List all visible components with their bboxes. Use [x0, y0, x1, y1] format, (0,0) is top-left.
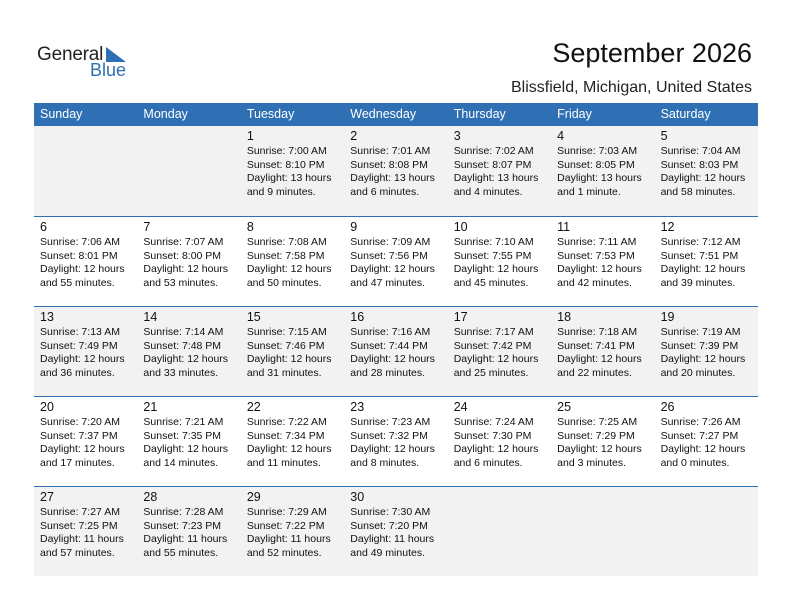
daylight-text: Daylight: 12 hours	[557, 443, 642, 455]
sunrise-text: Sunrise: 7:12 AM	[660, 236, 741, 248]
daylight-text: Daylight: 12 hours	[453, 443, 539, 455]
day-cell	[448, 307, 551, 396]
sunset-text: Sunset: 7:25 PM	[40, 519, 118, 532]
empty-day-cell	[137, 126, 240, 216]
daylight-minutes-text: and 55 minutes.	[143, 546, 219, 559]
day-cell	[241, 397, 344, 486]
daylight-text: Daylight: 13 hours	[453, 172, 539, 184]
weekday-tuesday: Tuesday	[246, 107, 295, 121]
day-number: 25	[557, 400, 572, 414]
sunrise-text: Sunrise: 7:27 AM	[40, 506, 120, 518]
day-cell	[241, 217, 344, 306]
sunrise-text: Sunrise: 7:13 AM	[40, 326, 120, 338]
sunset-text: Sunset: 7:29 PM	[557, 429, 635, 442]
daylight-text: Daylight: 12 hours	[246, 353, 332, 365]
sunrise-text: Sunrise: 7:24 AM	[453, 416, 534, 428]
daylight-text: Daylight: 12 hours	[557, 353, 642, 365]
logo	[37, 44, 137, 80]
day-cell	[344, 397, 447, 486]
day-number: 15	[246, 310, 261, 324]
daylight-text: Daylight: 12 hours	[40, 353, 125, 365]
daylight-text: Daylight: 12 hours	[246, 263, 332, 275]
sunset-text: Sunset: 7:41 PM	[557, 339, 635, 352]
daylight-minutes-text: and 28 minutes.	[350, 366, 425, 379]
sunset-text: Sunset: 7:42 PM	[453, 339, 532, 352]
day-number: 26	[660, 400, 675, 414]
sunset-text: Sunset: 7:27 PM	[660, 429, 739, 442]
daylight-text: Daylight: 12 hours	[557, 263, 642, 275]
day-cell	[448, 217, 551, 306]
sunset-text: Sunset: 8:07 PM	[453, 158, 532, 171]
daylight-text: Daylight: 12 hours	[246, 443, 332, 455]
daylight-minutes-text: and 55 minutes.	[40, 276, 115, 289]
weekday-monday: Monday	[143, 107, 188, 121]
sunrise-text: Sunrise: 7:07 AM	[143, 236, 224, 248]
daylight-text: Daylight: 13 hours	[350, 172, 435, 184]
weekday-header	[34, 103, 758, 126]
daylight-minutes-text: and 49 minutes.	[350, 546, 425, 559]
day-number: 9	[350, 220, 358, 234]
day-number: 18	[557, 310, 572, 324]
day-cell	[655, 397, 758, 486]
daylight-text: Daylight: 12 hours	[143, 263, 229, 275]
day-number: 8	[246, 220, 254, 234]
sunrise-text: Sunrise: 7:04 AM	[660, 145, 741, 157]
sunset-text: Sunset: 8:01 PM	[40, 249, 118, 262]
calendar-weeks	[34, 126, 758, 576]
sunrise-text: Sunrise: 7:01 AM	[350, 145, 431, 157]
day-number: 5	[660, 129, 668, 143]
sunrise-text: Sunrise: 7:08 AM	[246, 236, 327, 248]
calendar-week-row	[34, 126, 758, 216]
calendar	[34, 103, 758, 576]
sunset-text: Sunset: 7:35 PM	[143, 429, 222, 442]
daylight-minutes-text: and 47 minutes.	[350, 276, 425, 289]
sunrise-text: Sunrise: 7:25 AM	[557, 416, 638, 428]
day-cell	[137, 307, 240, 396]
daylight-minutes-text: and 14 minutes.	[143, 456, 219, 469]
daylight-text: Daylight: 12 hours	[350, 353, 435, 365]
day-cell	[551, 126, 654, 216]
calendar-week-row	[34, 396, 758, 486]
calendar-week-row	[34, 216, 758, 306]
daylight-text: Daylight: 12 hours	[453, 263, 539, 275]
sunset-text: Sunset: 8:00 PM	[143, 249, 222, 262]
day-cell	[137, 397, 240, 486]
sunset-text: Sunset: 7:58 PM	[246, 249, 325, 262]
daylight-text: Daylight: 11 hours	[143, 533, 228, 545]
daylight-minutes-text: and 22 minutes.	[557, 366, 632, 379]
sunrise-text: Sunrise: 7:10 AM	[453, 236, 534, 248]
sunset-text: Sunset: 7:55 PM	[453, 249, 532, 262]
daylight-minutes-text: and 42 minutes.	[557, 276, 632, 289]
sunset-text: Sunset: 7:22 PM	[246, 519, 325, 532]
sunset-text: Sunset: 8:08 PM	[350, 158, 428, 171]
day-number: 16	[350, 310, 365, 324]
day-number: 17	[453, 310, 468, 324]
sunrise-text: Sunrise: 7:23 AM	[350, 416, 431, 428]
sunset-text: Sunset: 7:39 PM	[660, 339, 739, 352]
day-cell	[448, 126, 551, 216]
sunset-text: Sunset: 7:44 PM	[350, 339, 428, 352]
daylight-text: Daylight: 11 hours	[40, 533, 124, 545]
daylight-text: Daylight: 12 hours	[660, 263, 746, 275]
day-number: 24	[453, 400, 468, 414]
day-number: 28	[143, 490, 158, 504]
day-number: 7	[143, 220, 151, 234]
sunrise-text: Sunrise: 7:14 AM	[143, 326, 224, 338]
sunset-text: Sunset: 7:56 PM	[350, 249, 428, 262]
sunset-text: Sunset: 8:03 PM	[660, 158, 739, 171]
weekday-thursday: Thursday	[453, 107, 506, 121]
weekday-wednesday: Wednesday	[350, 107, 417, 121]
daylight-text: Daylight: 13 hours	[557, 172, 642, 184]
calendar-week-row	[34, 306, 758, 396]
day-number: 11	[557, 220, 571, 234]
day-number: 6	[40, 220, 47, 234]
daylight-minutes-text: and 25 minutes.	[453, 366, 529, 379]
empty-day-cell	[448, 487, 551, 576]
sunset-text: Sunset: 7:37 PM	[40, 429, 118, 442]
day-number: 13	[40, 310, 54, 324]
day-number: 27	[40, 490, 54, 504]
day-cell	[241, 126, 344, 216]
day-cell	[655, 126, 758, 216]
day-cell	[137, 487, 240, 576]
daylight-text: Daylight: 12 hours	[350, 443, 435, 455]
daylight-minutes-text: and 39 minutes.	[660, 276, 736, 289]
daylight-text: Daylight: 12 hours	[660, 443, 746, 455]
day-cell	[655, 217, 758, 306]
sunrise-text: Sunrise: 7:21 AM	[143, 416, 224, 428]
sunrise-text: Sunrise: 7:29 AM	[246, 506, 327, 518]
day-cell	[344, 126, 447, 216]
day-number: 30	[350, 490, 365, 504]
daylight-text: Daylight: 12 hours	[143, 353, 229, 365]
day-number: 2	[350, 129, 358, 143]
daylight-text: Daylight: 12 hours	[453, 353, 539, 365]
daylight-minutes-text: and 36 minutes.	[40, 366, 115, 379]
daylight-minutes-text: and 4 minutes.	[453, 185, 523, 198]
sunrise-text: Sunrise: 7:22 AM	[246, 416, 327, 428]
daylight-text: Daylight: 12 hours	[143, 443, 229, 455]
sunrise-text: Sunrise: 7:30 AM	[350, 506, 431, 518]
calendar-week-row	[34, 486, 758, 576]
daylight-minutes-text: and 9 minutes.	[246, 185, 316, 198]
day-number: 29	[246, 490, 261, 504]
daylight-minutes-text: and 50 minutes.	[246, 276, 322, 289]
day-number: 1	[246, 129, 254, 143]
daylight-text: Daylight: 12 hours	[40, 263, 125, 275]
page-title: September 2026	[552, 38, 752, 68]
sunset-text: Sunset: 7:51 PM	[660, 249, 739, 262]
day-cell	[241, 307, 344, 396]
daylight-minutes-text: and 17 minutes.	[40, 456, 115, 469]
sunrise-text: Sunrise: 7:17 AM	[453, 326, 534, 338]
day-cell	[241, 487, 344, 576]
daylight-minutes-text: and 31 minutes.	[246, 366, 322, 379]
sunrise-text: Sunrise: 7:03 AM	[557, 145, 638, 157]
sunrise-text: Sunrise: 7:09 AM	[350, 236, 431, 248]
daylight-minutes-text: and 57 minutes.	[40, 546, 115, 559]
daylight-minutes-text: and 8 minutes.	[350, 456, 420, 469]
sunrise-text: Sunrise: 7:18 AM	[557, 326, 638, 338]
daylight-text: Daylight: 11 hours	[350, 533, 435, 545]
location-subtitle: Blissfield, Michigan, United States	[511, 79, 752, 96]
day-cell	[137, 217, 240, 306]
sunrise-text: Sunrise: 7:11 AM	[557, 236, 637, 248]
weekday-sunday: Sunday	[40, 107, 83, 121]
sunset-text: Sunset: 7:20 PM	[350, 519, 428, 532]
day-cell	[344, 307, 447, 396]
day-number: 4	[557, 129, 565, 143]
sunrise-text: Sunrise: 7:20 AM	[40, 416, 120, 428]
sunrise-text: Sunrise: 7:16 AM	[350, 326, 431, 338]
sunrise-text: Sunrise: 7:26 AM	[660, 416, 741, 428]
weekday-saturday: Saturday	[660, 107, 711, 121]
daylight-minutes-text: and 20 minutes.	[660, 366, 736, 379]
sunset-text: Sunset: 7:23 PM	[143, 519, 222, 532]
day-cell	[551, 307, 654, 396]
empty-day-cell	[34, 126, 137, 216]
day-cell	[34, 487, 137, 576]
daylight-text: Daylight: 12 hours	[40, 443, 125, 455]
day-number: 22	[246, 400, 261, 414]
day-number: 12	[660, 220, 675, 234]
day-cell	[655, 307, 758, 396]
day-number: 20	[40, 400, 54, 414]
sunset-text: Sunset: 7:53 PM	[557, 249, 635, 262]
day-cell	[34, 307, 137, 396]
sunrise-text: Sunrise: 7:15 AM	[246, 326, 327, 338]
sunrise-text: Sunrise: 7:02 AM	[453, 145, 534, 157]
sunset-text: Sunset: 7:32 PM	[350, 429, 428, 442]
day-number: 14	[143, 310, 158, 324]
daylight-text: Daylight: 11 hours	[246, 533, 331, 545]
daylight-minutes-text: and 6 minutes.	[453, 456, 523, 469]
daylight-text: Daylight: 12 hours	[350, 263, 435, 275]
day-cell	[448, 397, 551, 486]
day-cell	[551, 397, 654, 486]
daylight-minutes-text: and 0 minutes.	[660, 456, 730, 469]
sunset-text: Sunset: 7:48 PM	[143, 339, 222, 352]
daylight-minutes-text: and 33 minutes.	[143, 366, 219, 379]
daylight-text: Daylight: 13 hours	[246, 172, 332, 184]
daylight-minutes-text: and 1 minute.	[557, 185, 621, 198]
day-cell	[34, 217, 137, 306]
sunset-text: Sunset: 7:49 PM	[40, 339, 118, 352]
day-cell	[344, 217, 447, 306]
daylight-text: Daylight: 12 hours	[660, 172, 746, 184]
sunset-text: Sunset: 8:05 PM	[557, 158, 635, 171]
empty-day-cell	[551, 487, 654, 576]
sunrise-text: Sunrise: 7:28 AM	[143, 506, 224, 518]
day-number: 23	[350, 400, 365, 414]
daylight-minutes-text: and 6 minutes.	[350, 185, 420, 198]
day-number: 3	[453, 129, 461, 143]
daylight-minutes-text: and 52 minutes.	[246, 546, 322, 559]
day-number: 21	[143, 400, 158, 414]
sunset-text: Sunset: 7:30 PM	[453, 429, 532, 442]
empty-day-cell	[655, 487, 758, 576]
day-cell	[551, 217, 654, 306]
logo-general-text: General	[37, 44, 104, 65]
daylight-minutes-text: and 45 minutes.	[453, 276, 529, 289]
sunset-text: Sunset: 8:10 PM	[246, 158, 325, 171]
weekday-friday: Friday	[557, 107, 592, 121]
day-cell	[344, 487, 447, 576]
day-number: 19	[660, 310, 675, 324]
sunset-text: Sunset: 7:46 PM	[246, 339, 325, 352]
sunrise-text: Sunrise: 7:19 AM	[660, 326, 741, 338]
daylight-minutes-text: and 53 minutes.	[143, 276, 219, 289]
sunrise-text: Sunrise: 7:00 AM	[246, 145, 327, 157]
day-number: 10	[453, 220, 468, 234]
daylight-text: Daylight: 12 hours	[660, 353, 746, 365]
day-cell	[34, 397, 137, 486]
sunset-text: Sunset: 7:34 PM	[246, 429, 325, 442]
daylight-minutes-text: and 3 minutes.	[557, 456, 627, 469]
daylight-minutes-text: and 58 minutes.	[660, 185, 736, 198]
sunrise-text: Sunrise: 7:06 AM	[40, 236, 120, 248]
daylight-minutes-text: and 11 minutes.	[246, 456, 321, 469]
logo-blue-text: Blue	[90, 60, 127, 80]
